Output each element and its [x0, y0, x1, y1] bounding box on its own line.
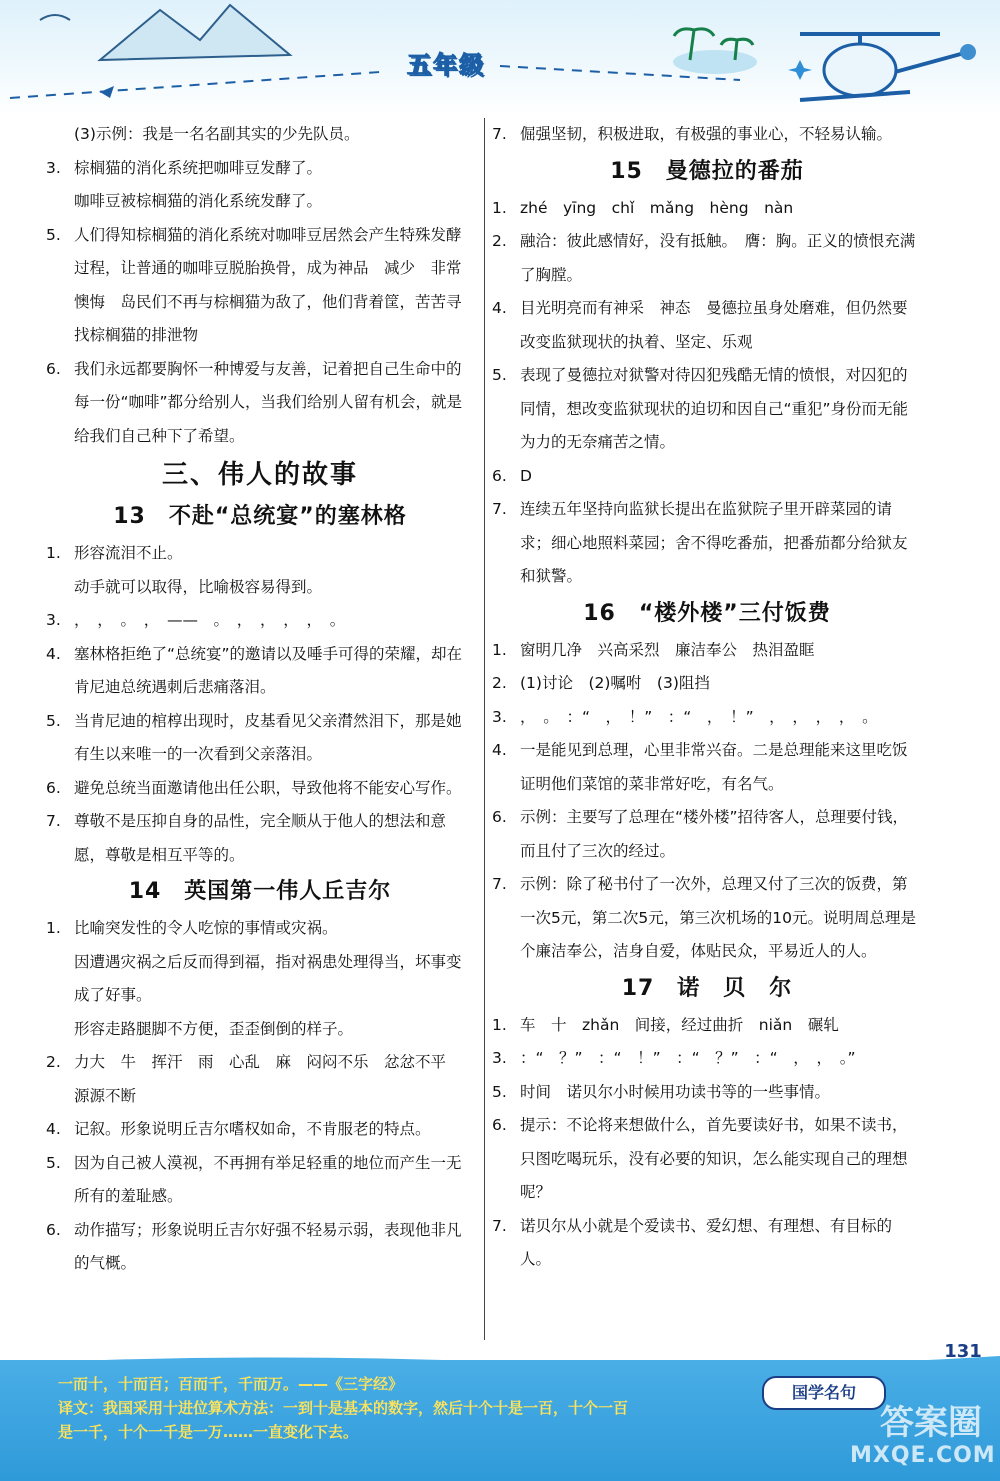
- answer-number: 6.: [492, 808, 507, 826]
- answer-item: [492, 359, 922, 460]
- answer-number: 6.: [492, 466, 507, 485]
- lesson-title: 14 英国第一伟人丘吉尔: [128, 879, 392, 904]
- answer-item: [46, 219, 474, 353]
- answer-text: 避免总统当面邀请他出任公职，导致他将不能安心写作。: [74, 778, 462, 797]
- helicopter-icon: [824, 44, 896, 96]
- unit-title: 三、伟人的故事: [161, 460, 358, 490]
- answer-item: [46, 118, 474, 152]
- answer-item: [492, 1076, 922, 1110]
- answer-number: 4.: [46, 644, 61, 663]
- answer-number: 7.: [492, 500, 507, 518]
- answer-number: 2.: [46, 1053, 61, 1071]
- answer-text: 因为自己被人漠视，不再拥有举足轻重的地位而产生一无所有的羞耻感。: [74, 1153, 462, 1205]
- answer-item: [492, 225, 922, 292]
- answer-number: 3.: [492, 1049, 507, 1067]
- answer-item: [46, 638, 474, 705]
- answer-text: 动作描写；形象说明丘吉尔好强不轻易示弱，表现他非凡的气概。: [74, 1220, 462, 1272]
- answer-continuation: 咖啡豆被棕榈猫的消化系统发酵了。: [74, 192, 323, 210]
- answer-item: [492, 493, 922, 594]
- watermark-en: MXQE.COM: [850, 1443, 996, 1468]
- answer-item: [46, 1113, 474, 1147]
- answer-text: 人们得知棕榈猫的消化系统对咖啡豆居然会产生特殊发酵过程，让普通的咖啡豆脱胎换骨，成为神品 减少 非常懊悔 岛民们不再与棕榈猫为敌了，他们背着筐，苦苦寻找棕榈猫的排泄物: [74, 225, 462, 344]
- answer-number: 6.: [46, 359, 61, 378]
- answer-item: [492, 1042, 922, 1076]
- answer-text: ， ， 。 ， —— 。 ， ， ， ， 。: [74, 611, 346, 629]
- answer-number: 1.: [492, 1015, 507, 1034]
- answer-text: 形容流泪不止。: [74, 544, 183, 562]
- page-footer: [0, 1360, 1000, 1481]
- header-decoration: [0, 0, 1000, 115]
- answer-text: zhé yīng chǐ mǎng hèng nàn: [520, 198, 794, 217]
- answer-item: [46, 537, 474, 571]
- answer-text: 尊敬不是压抑自身的品性，完全顺从于他人的想法和意愿，尊敬是相互平等的。: [74, 812, 447, 864]
- answer-number: 1.: [46, 544, 61, 562]
- answer-number: 2.: [492, 232, 507, 250]
- answer-text: 棕榈猫的消化系统把咖啡豆发酵了。: [74, 158, 323, 177]
- answer-number: 5.: [46, 711, 61, 730]
- island-icon: [673, 50, 757, 74]
- answer-text: (1)讨论 (2)嘱咐 (3)阻挡: [520, 674, 710, 692]
- answer-text: 融洽：彼此感情好，没有抵触。 膺：胸。正义的愤恨充满了胸膛。: [520, 232, 916, 284]
- answer-number: 7.: [46, 812, 61, 830]
- answer-continuation: 形容走路腿脚不方便，歪歪倒倒的样子。: [74, 1019, 354, 1038]
- quote-line-1: 一而十，十而百；百而千，千而万。——《三字经》: [58, 1375, 404, 1393]
- quote-line-3: 是一千，十个一千是一万……一直变化下去。: [58, 1423, 359, 1441]
- quote-badge: 国学名句: [762, 1376, 886, 1410]
- answer-number: 7.: [492, 1216, 507, 1235]
- answer-text: 连续五年坚持向监狱长提出在监狱院子里开辟菜园的请求；细心地照料菜园；舍不得吃番茄，把番茄都分给狱友和狱警。: [520, 500, 908, 585]
- answer-text: 诺贝尔从小就是个爱读书、爱幻想、有理想、有目标的人。: [520, 1216, 893, 1268]
- quote-line-2: 译文：我国采用十进位算术方法：一到十是基本的数字，然后十个十是一百，十个一百: [58, 1399, 629, 1417]
- answer-text: 倔强坚韧，积极进取，有极强的事业心，不轻易认输。: [520, 125, 893, 143]
- answer-text: 塞林格拒绝了“总统宴”的邀请以及唾手可得的荣耀，却在肯尼迪总统遇刺后悲痛落泪。: [74, 644, 463, 696]
- answer-text: 窗明几净 兴高采烈 廉洁奉公 热泪盈眶: [520, 640, 815, 659]
- mountain-icon: [100, 5, 290, 60]
- answer-number: 6.: [492, 1116, 507, 1134]
- answer-item: [492, 292, 922, 359]
- watermark: [850, 1395, 1000, 1481]
- answer-item: [46, 772, 474, 806]
- answer-text: 比喻突发性的令人吃惊的事情或灾祸。: [74, 919, 338, 937]
- answer-item: [46, 1147, 474, 1214]
- lesson-title: 13 不赴“总统宴”的塞林格: [113, 504, 407, 529]
- answer-text: 提示：不论将来想做什么，首先要读好书，如果不读书，只图吃喝玩乐，没有必要的知识，怎么能实现自己的理想呢？: [520, 1116, 908, 1201]
- answer-item: [492, 801, 922, 868]
- answer-item: [46, 1046, 474, 1113]
- answer-number: 3.: [46, 611, 61, 629]
- answer-item: [492, 1210, 922, 1277]
- page-number: 131: [944, 1341, 982, 1362]
- answer-number: 1.: [46, 919, 61, 937]
- answer-text: 当肯尼迪的棺椁出现时，皮基看见父亲潸然泪下，那是她有生以来唯一的一次看到父亲落泪。: [74, 711, 462, 763]
- answer-number: 4.: [46, 1120, 61, 1138]
- answers-right-column: [492, 118, 922, 1277]
- answer-item: [492, 1009, 922, 1043]
- column-divider: [484, 118, 485, 1340]
- arrow-icon: [100, 86, 114, 98]
- answer-number: 6.: [46, 1220, 61, 1239]
- answer-text: (3)示例：我是一名名副其实的少先队员。: [74, 125, 360, 143]
- answer-number: 7.: [492, 125, 507, 143]
- answer-item: [492, 192, 922, 226]
- answer-number: 1.: [492, 640, 507, 659]
- answer-number: 1.: [492, 198, 507, 217]
- lesson-title: 17 诺 贝 尔: [621, 975, 793, 1001]
- answer-text: 我们永远都要胸怀一种博爱与友善，记着把自己生命中的每一份“咖啡”都分给别人，当我们给别人留有机会，就是给我们自己种下了希望。: [74, 359, 463, 445]
- answer-text: D: [520, 466, 532, 485]
- answer-item: [46, 912, 474, 946]
- answer-text: ：“ ？” ：“ ！” ：“ ？” ：“ ， ， 。”: [520, 1049, 856, 1067]
- answer-text: 时间 诺贝尔小时候用功读书等的一些事情。: [520, 1082, 831, 1101]
- answer-item: [492, 734, 922, 801]
- answer-number: 4.: [492, 299, 507, 317]
- answer-text: ， 。 ：“ ， ！” ：“ ， ！” ， ， ， ， 。: [520, 707, 878, 726]
- answer-item: [46, 353, 474, 454]
- answer-text: 记叙。形象说明丘吉尔嗜权如命，不肯服老的特点。: [74, 1120, 431, 1138]
- grade-label: 五年级: [407, 51, 485, 79]
- answer-number: 2.: [492, 674, 507, 692]
- answer-continuation: 因遭遇灾祸之后反而得到福，指对祸患处理得当，坏事变成了好事。: [74, 952, 462, 1004]
- answer-item: [46, 1214, 474, 1281]
- star-icon: [788, 60, 812, 80]
- answer-item: [46, 705, 474, 772]
- footer-quote: [58, 1372, 758, 1444]
- answer-item: [46, 604, 474, 638]
- answer-number: 5.: [46, 225, 61, 244]
- answer-number: 5.: [492, 366, 507, 384]
- answer-item: [492, 701, 922, 735]
- answer-text: 示例：除了秘书付了一次外，总理又付了三次的饭费，第一次5元，第二次5元，第三次机场的10元。说明周总理是个廉洁奉公，洁身自爱，体贴民众，平易近人的人。: [520, 875, 916, 960]
- page-header: [0, 0, 1000, 115]
- lesson-title: 16 “楼外楼”三付饭费: [583, 600, 831, 626]
- answer-continuation: 动手就可以取得，比喻极容易得到。: [74, 577, 323, 596]
- answer-text: 力大 牛 挥汗 雨 心乱 麻 闷闷不乐 忿忿不平 源源不断: [74, 1053, 462, 1105]
- answer-item: [492, 868, 922, 969]
- answers-left-column: [46, 118, 474, 1281]
- answer-number: 3.: [492, 707, 507, 726]
- answer-text: 示例：主要写了总理在“楼外楼”招待客人，总理要付钱，而且付了三次的经过。: [520, 808, 909, 860]
- answer-number: 7.: [492, 875, 507, 893]
- answer-number: 6.: [46, 778, 61, 797]
- answer-item: [46, 805, 474, 872]
- answer-text: 目光明亮而有神采 神态 曼德拉虽身处磨难，但仍然要改变监狱现状的执着、坚定、乐观: [520, 299, 908, 351]
- watermark-cn: 答案圈: [880, 1403, 982, 1443]
- answer-number: 3.: [46, 158, 61, 177]
- answer-item: [46, 152, 474, 186]
- answer-item: [492, 667, 922, 701]
- answer-item: [492, 460, 922, 494]
- answer-number: 5.: [46, 1153, 61, 1172]
- answer-item: [492, 634, 922, 668]
- lesson-title: 15 曼德拉的番茄: [610, 158, 804, 184]
- bird-icon: [40, 15, 70, 20]
- answer-text: 表现了曼德拉对狱警对待囚犯残酷无情的愤恨，对囚犯的同情，想改变监狱现状的迫切和因自己“重犯”身份而无能为力的无奈痛苦之情。: [520, 366, 909, 451]
- answer-number: 5.: [492, 1082, 507, 1101]
- answer-number: 4.: [492, 741, 507, 759]
- answer-item: [492, 118, 922, 152]
- answer-text: 一是能见到总理，心里非常兴奋。二是总理能来这里吃饭证明他们菜馆的菜非常好吃，有名气。: [520, 741, 908, 793]
- answer-item: [492, 1109, 922, 1210]
- answer-text: 车 十 zhǎn 间接，经过曲折 niǎn 碾轧: [520, 1015, 839, 1034]
